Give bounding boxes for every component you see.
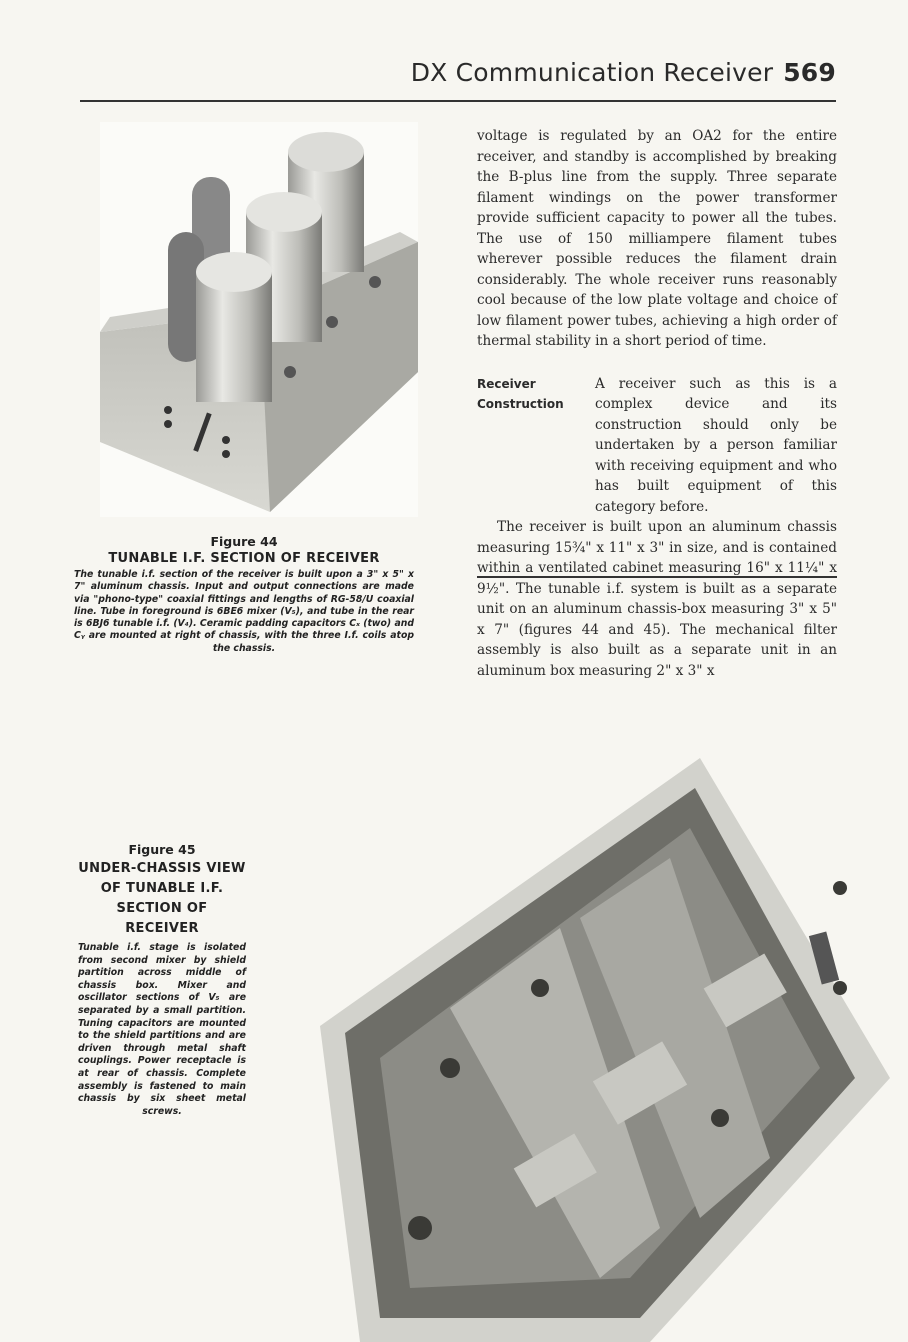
figure-45-title: UNDER-CHASSIS VIEW OF TUNABLE I.F. SECTION OF RECEIVER [78, 861, 246, 936]
body-column [477, 126, 837, 681]
figure-45-photo [300, 758, 890, 1342]
figure-45-caption [78, 842, 246, 1118]
figure-44-caption [74, 534, 414, 655]
section-label: Receiver Construction [477, 376, 564, 411]
figure-45-number: Figure 45 [128, 842, 196, 857]
figure-44-title: TUNABLE I.F. SECTION OF RECEIVER [108, 551, 380, 566]
figure-44-caption-text: The tunable i.f. section of the receiver is built upon a 3" x 5" x 7" aluminum chassis. Input and output connections are made via "phono-type" coaxial fittings and lengths of RG-58/U coaxial line. Tube in foreground is 6BE6 mixer (V₅), and tube in the rear is 6BJ6 tunable i.f. (V₄). Ceramic padding capacitors Cₓ (two) and Cᵧ are mounted at right of chassis, with the three I.f. coils atop the chassis. [74, 569, 414, 654]
figure-45-caption-text: Tunable i.f. stage is isolated from second mixer by shield partition across middle of chassis box. Mixer and oscillator sections of V₅ are separated by a small partition. Tuning capacitors are mounted to the shield partitions and are driven through metal shaft couplings. Power receptacle is at rear of chassis. Complete assembly is fastened to main chassis by six sheet metal screws. [78, 942, 246, 1117]
section-intro: A receiver such as this is a complex device and its construction should only be undertaken by a person familiar with receiving equipment and who has built equipment of this category before. [595, 375, 837, 515]
header-title: DX Communication Receiver [410, 58, 774, 87]
figure-44-number: Figure 44 [210, 534, 278, 549]
column-rule [477, 576, 837, 578]
page-number: 569 [783, 58, 836, 87]
figure-44-photo [100, 122, 418, 517]
section-receiver-construction [477, 374, 837, 518]
paragraph-1: voltage is regulated by an OA2 for the entire receiver, and standby is accomplished by breaking the B-plus line from the supply. Three separate filament windings on the power transformer provide sufficient capacity to power all the tubes. The use of 150 milliampere filament tubes wherever possible reduces the filament drain considerably. The whole receiver runs reasonably cool because of the low plate voltage and choice of low filament power tubes, achieving a high order of thermal stability in a short period of time. [477, 128, 837, 349]
running-header [411, 58, 836, 87]
header-rule [80, 100, 836, 102]
paragraph-2: The receiver is built upon an aluminum chassis measuring 15¾" x 11" x 3" in size, and is contained within a ventilated cabinet measuring 16" x 11¼" x 9½". The tunable i.f. system is built as a separate unit on an aluminum chassis-box measuring 3" x 5" x 7" (figures 44 and 45). The mechanical filter assembly is also built as a separate unit in an aluminum box measuring 2" x 3" x [477, 519, 837, 679]
